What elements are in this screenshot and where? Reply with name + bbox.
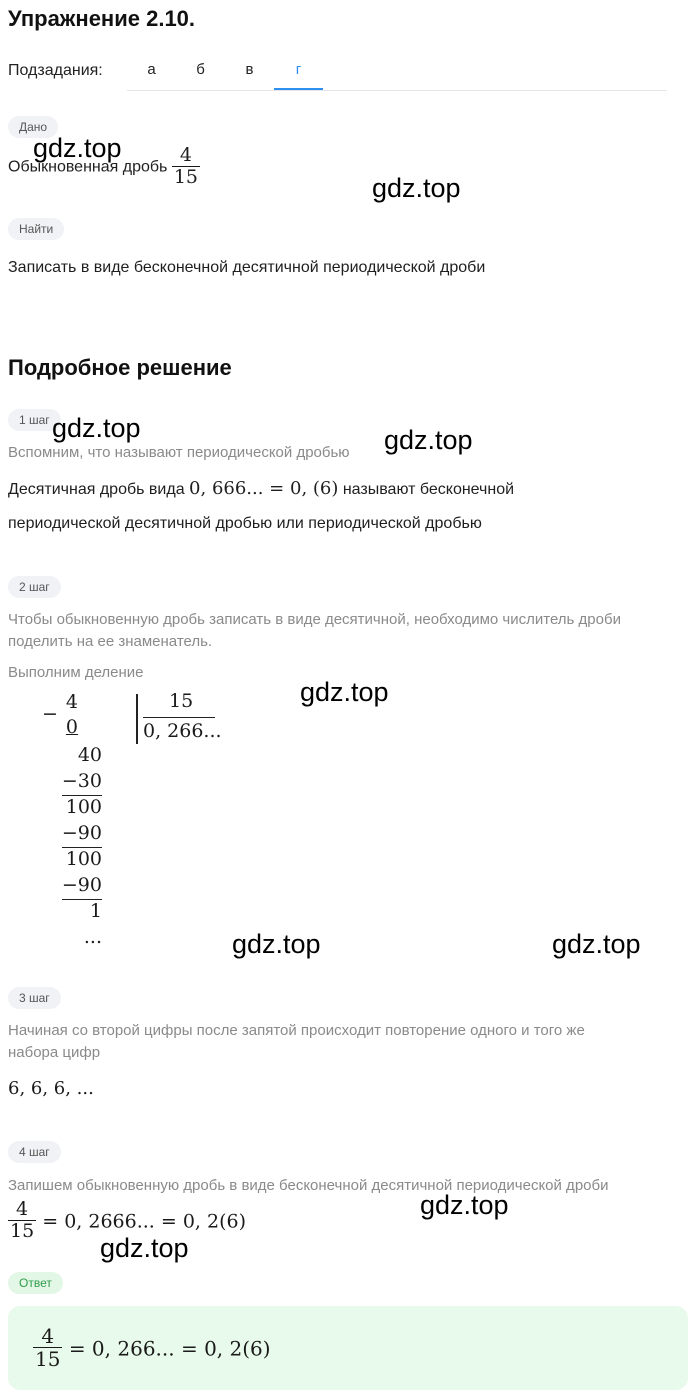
step4-result: = 0, 2666... = 0, 2(6) [42,1210,247,1233]
step4-fraction [8,1200,36,1243]
step1-line1 [8,478,514,499]
given-pill: Дано [8,116,58,138]
step4-pill: 4 шаг [8,1141,61,1163]
given-denominator: 15 [173,165,199,188]
given-numerator: 4 [172,146,200,167]
step1-line1-b: называют бесконечной [342,481,515,498]
step4-numerator: 4 [8,1200,36,1221]
page-title: Упражнение 2.10. [8,6,196,31]
tab-b[interactable]: б [196,61,205,78]
watermark: gdz.top [300,677,389,707]
tab-g[interactable]: г [274,52,323,90]
division-dividend: 4 [65,691,78,713]
step3-hint2: набора цифр [8,1044,101,1061]
step4-denominator: 15 [10,1219,35,1242]
solution-heading: Подробное решение [8,355,232,380]
step2-pill: 2 шаг [8,576,61,598]
answer-fraction [33,1326,62,1371]
step3-pill: 3 шаг [8,987,61,1009]
watermark: gdz.top [420,1190,509,1220]
find-pill: Найти [8,218,64,240]
division-quotient: 0, 266... [143,720,222,742]
division-first-subtrahend: 0 [65,716,78,738]
answer-equation [33,1326,271,1371]
given-text: Обыкновенная дробь [8,158,168,176]
watermark: gdz.top [52,413,141,443]
step1-pill: 1 шаг [8,409,61,431]
step4-hint: Запишем обыкновенную дробь в виде бесконечной десятичной периодической дроби [8,1177,609,1194]
tabs-divider [127,90,667,91]
given-fraction [172,146,200,189]
watermark: gdz.top [552,929,641,959]
division-row: −90 [61,822,102,844]
watermark: gdz.top [100,1233,189,1263]
division-row: ... [83,926,102,948]
tab-a[interactable]: а [147,61,156,78]
step2-hint1: Чтобы обыкновенную дробь записать в виде десятичной, необходимо числитель дроби [8,611,621,628]
step2-hint2: поделить на ее знаменатель. [8,633,213,650]
watermark: gdz.top [33,133,122,163]
division-row: −30 [61,770,102,792]
division-bracket-horizontal [143,717,215,718]
step1-hint: Вспомним, что называют периодической дробью [8,444,350,461]
watermark: gdz.top [384,425,473,455]
watermark: gdz.top [232,929,321,959]
division-row: −90 [61,874,102,896]
step1-line1-math: 0, 666... = 0, (6) [189,478,339,499]
find-text: Записать в виде бесконечной десятичной периодической дроби [8,259,486,276]
division-row: 100 [65,848,102,870]
answer-denominator: 15 [35,1347,61,1371]
watermark: gdz.top [372,173,461,203]
step1-line1-a: Десятичная дробь вида [8,481,185,498]
step3-digits: 6, 6, 6, ... [8,1078,94,1099]
subtasks-label: Подзадания: [8,62,103,79]
tab-v[interactable]: в [245,61,254,78]
division-row: 40 [77,744,102,766]
answer-pill: Ответ [8,1272,63,1294]
answer-result: = 0, 266... = 0, 2(6) [68,1336,271,1361]
division-bracket-vertical [136,694,138,744]
step2-hint3: Выполним деление [8,664,144,681]
division-divisor: 15 [169,690,194,712]
step1-line2: периодической десятичной дробью или периодической дробью [8,515,482,532]
division-row: 1 [89,900,102,922]
division-minus: − [42,703,58,725]
step3-hint1: Начиная со второй цифры после запятой происходит повторение одного и того же [8,1022,585,1039]
subtask-tabs [127,52,323,92]
answer-numerator: 4 [33,1326,62,1348]
division-row: 100 [65,796,102,818]
